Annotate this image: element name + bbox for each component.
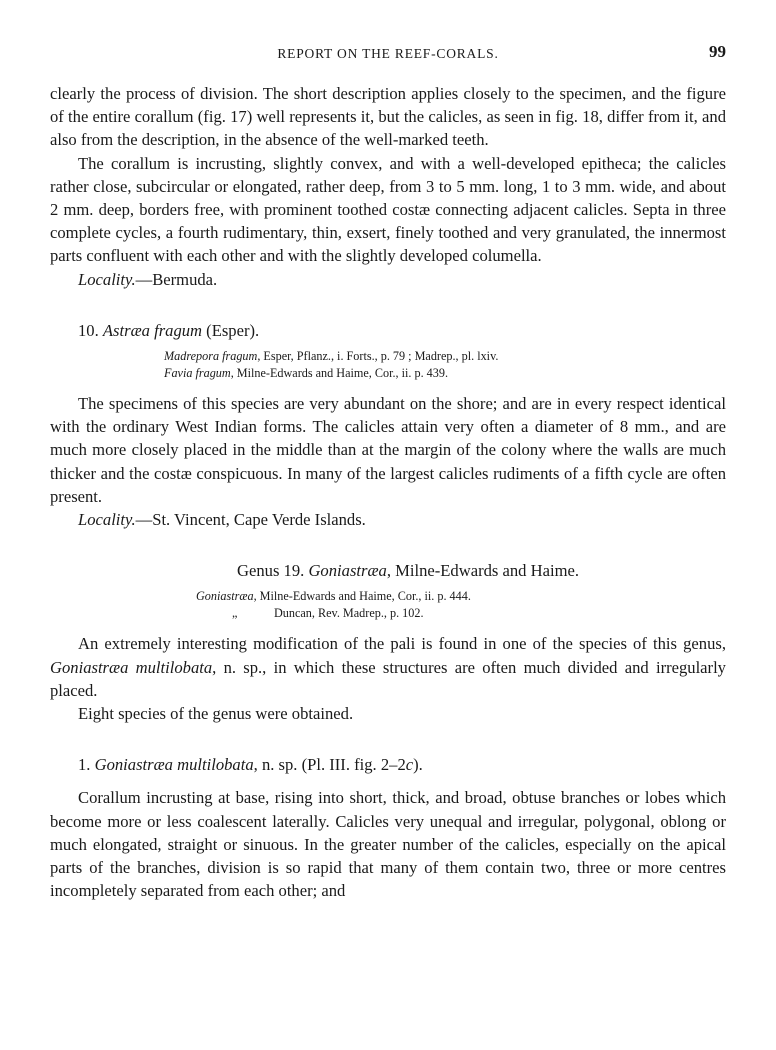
locality-st-vincent — [50, 508, 726, 531]
running-head-title: REPORT ON THE REEF-CORALS. — [277, 46, 499, 61]
text-span: An extremely interesting modification of the pali is found in one of the species of this genus, — [78, 634, 726, 654]
species-name: Goniastræa multilobata — [94, 755, 254, 775]
species-number: 1. — [78, 755, 95, 775]
synonym-reference: Duncan, Rev. Madrep., p. 102. — [274, 606, 424, 621]
genus-authority: , Milne-Edwards and Haime. — [386, 561, 579, 581]
species-authority: , n. sp. (Pl. III. fig. 2–2 — [253, 755, 406, 775]
species-number: 10. — [78, 320, 99, 340]
species-authority: (Esper). — [202, 320, 260, 340]
genus-name: Goniastræa — [308, 561, 387, 581]
species-heading-astraea-fragum — [50, 319, 726, 342]
species-heading-goniastraea-multilobata — [50, 753, 726, 776]
synonym-name: Favia fragum — [164, 366, 231, 381]
species-authority-end: ). — [413, 755, 423, 775]
running-head — [50, 42, 726, 68]
genus-prefix: Genus 19. — [237, 561, 309, 581]
paragraph-pali-modification — [50, 632, 726, 702]
paragraph-corallum-description: The corallum is incrusting, slightly convex, and with a well-developed epitheca; the calicles rather close, subcircular or elongated, rather deep, from 3 to 5 mm. long, 1 to 3 mm. wide, and about 2 mm. deep, borders free, with prominent toothed costæ connecting adjacent calicles. Septa in three complete cycles, a fourth rudimentary, thin, exsert, finely toothed and very granulated, the innermost parts confluent with each other and with the slightly developed columella. — [50, 153, 726, 266]
synonymy-goniastraea — [50, 588, 726, 622]
synonym-line — [164, 365, 726, 382]
paragraph-species-count: Eight species of the genus were obtained. — [78, 704, 354, 724]
synonymy-astraea-fragum — [50, 348, 726, 382]
synonym-reference: , Milne-Edwards and Haime, Cor., ii. p. 444. — [253, 589, 471, 604]
ditto-mark: „ — [232, 606, 238, 621]
page-number: 99 — [709, 42, 726, 61]
genus-heading — [50, 559, 726, 582]
locality-bermuda — [50, 268, 726, 291]
locality-value: —Bermuda. — [135, 269, 218, 289]
synonym-name: Madrepora fragum — [164, 349, 258, 364]
body-text — [50, 82, 726, 902]
synonym-line — [164, 348, 726, 365]
locality-label: Locality. — [78, 269, 136, 289]
paragraph-specimens: The specimens of this species are very abundant on the shore; and are in every respect identical with the ordinary West Indian forms. The calicles attain very often a diameter of 8 mm., and are much more closely placed in the middle than at the margin of the colony where the walls are much thicker and the costæ conspicuous. In many of the largest calicles rudiments of a fifth cycle are often present. — [50, 394, 726, 506]
figure-letter: c — [405, 755, 414, 775]
locality-label: Locality. — [78, 510, 136, 530]
synonym-line — [196, 588, 726, 605]
paragraph-corallum-incrusting: Corallum incrusting at base, rising into short, thick, and broad, obtuse branches or lobes which become more or less coalescent laterally. Calicles very unequal and irregular, polygonal, oblong or much elongated, straight or sinuous. In the greater number of the calicles, especially on the apical parts of the branches, division is so rapid that many of them contain two, three or more centres incompletely separated from each other; and — [50, 788, 726, 901]
synonym-reference: , Milne-Edwards and Haime, Cor., ii. p. 439. — [230, 366, 448, 381]
synonym-line — [196, 605, 726, 622]
locality-value: —St. Vincent, Cape Verde Islands. — [135, 510, 366, 530]
synonym-name: Goniastræa — [196, 589, 254, 604]
paragraph-continuation: clearly the process of division. The short description applies closely to the specimen, and the figure of the entire corallum (fig. 17) well represents it, but the calicles, as seen in fig. 18, differ from it, and also from the description, in the absence of the well-marked teeth. — [50, 84, 726, 150]
species-name: Astræa fragum — [102, 320, 203, 340]
text-span: , n. sp., in which these structures are often much divided and irregularly placed. — [50, 657, 726, 700]
species-name-inline: Goniastræa multilobata — [50, 657, 213, 677]
synonym-reference: , Esper, Pflanz., i. Forts., p. 79 ; Madrep., pl. lxiv. — [257, 349, 499, 364]
